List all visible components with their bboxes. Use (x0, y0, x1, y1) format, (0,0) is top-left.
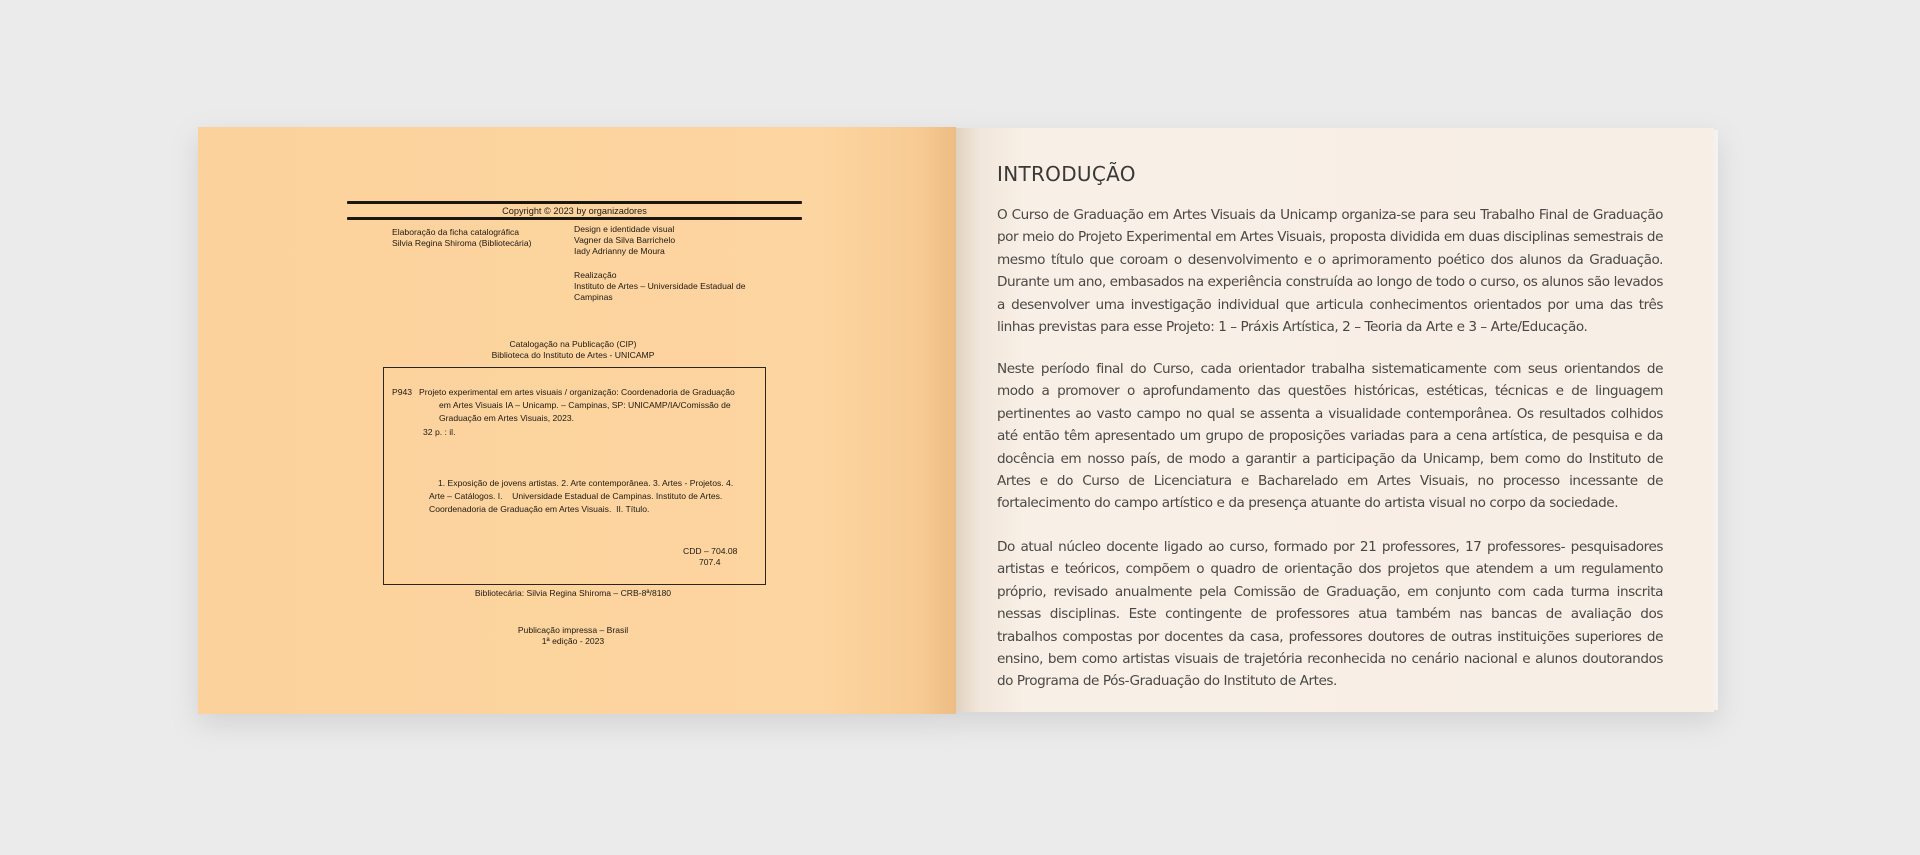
call-number: P943 (392, 387, 413, 397)
paragraph: Do atual núcleo docente ligado ao curso, formado por 21 professores, 17 professores- pesquisadores artistas e teóricos, compõem o quadro de orientação dos projetos que atendem a um regulamento próprio, revisado anualmente pela Comissão de Graduação, em conjunto com cada turma inscrita nessas disciplinas. Este contingente de professores atua também nas bancas de avaliação dos trabalhos compostas por docentes da casa, professores doutores de outras instituições superiores de ensino, bem como artistas visuais de trajetória reconhecida no cenário nacional e alunos doutorandos do Programa de Pós-Graduação do Instituto de Artes. (997, 539, 1663, 690)
realization-institution: Instituto de Artes – Universidade Estadual de (574, 281, 746, 291)
card-pages: 32 p. : il. (423, 427, 456, 437)
card-subjects-line: 1. Exposição de jovens artistas. 2. Arte contemporânea. 3. Artes - Projetos. 4. (438, 478, 734, 488)
top-rule (347, 201, 802, 204)
right-page-introduction (956, 128, 1714, 712)
card-cdd: 707.4 (699, 557, 721, 567)
open-booklet (198, 127, 1714, 714)
card-title-line: em Artes Visuais IA – Unicamp. – Campinas, SP: UNICAMP/IA/Comissão de (439, 400, 731, 410)
printed-in: Publicação impressa – Brasil (517, 625, 629, 635)
bottom-rule (347, 217, 802, 220)
design-credit-label: Design e identidade visual (574, 224, 675, 234)
card-subjects-line: Coordenadoria de Graduação em Artes Visuais. II. Título. (429, 504, 650, 514)
cataloging-credit-label: Elaboração da ficha catalográfica (392, 227, 520, 237)
card-subjects-line: Arte – Catálogos. I. Universidade Estadual de Campinas. Instituto de Artes. (429, 491, 723, 501)
left-page-colophon (198, 127, 956, 714)
cip-library: Biblioteca do Instituto de Artes - UNICAMP (491, 350, 655, 360)
realization-institution: Campinas (574, 292, 613, 302)
page-title: INTRODUÇÃO (997, 162, 1136, 186)
design-credit-name: Vagner da Silva Barrichelo (574, 235, 676, 245)
card-title-line: Projeto experimental em artes visuais / organização: Coordenadoria de Graduação (419, 387, 735, 397)
realization-label: Realização (574, 270, 617, 280)
cip-title: Catalogação na Publicação (CIP) (509, 339, 637, 349)
design-credit-name: Iady Adrianny de Moura (574, 246, 665, 256)
card-cdd: CDD – 704.08 (683, 546, 738, 556)
catalog-card (383, 367, 766, 585)
paragraph: Neste período final do Curso, cada orientador trabalha sistematicamente com seus orientandos de modo a promover o aprofundamento das questões históricas, estéticas, técnicas e de linguagem pertinentes ao vasto campo no qual se assenta a visualidade contemporânea. Os resultados colhidos até então têm apresentado um grupo de proposições variadas para a cena artística, de pesquisa e da docência em nosso país, de modo a garantir a participação da Unicamp, bem como do Instituto de Artes e do Curso de Licenciatura e Bacharelado em Artes Visuais, no processo incessante de fortalecimento do campo artístico e da presença atuante do artista visual no corpo da sociedade. (997, 361, 1663, 512)
cataloging-credit-name: Silvia Regina Shiroma (Bibliotecária) (392, 238, 532, 248)
librarian-credit: Bibliotecária: Silvia Regina Shiroma – CRB-8ª/8180 (474, 588, 672, 598)
card-title-line: Graduação em Artes Visuais, 2023. (439, 413, 575, 423)
edition: 1ª edição - 2023 (541, 636, 605, 646)
paragraph: O Curso de Graduação em Artes Visuais da Unicamp organiza-se para seu Trabalho Final de Graduação por meio do Projeto Experimental em Artes Visuais, proposta dividida em duas disciplinas semestrais de mesmo título que coroam o desenvolvimento e o aprimoramento poético dos alunos da Graduação. Durante um ano, embasados na experiência construída ao longo de todo o curso, os alunos são levados a desenvolver uma investigação individual que articula conhecimentos orientados por uma das três linhas previstas para esse Projeto: 1 – Práxis Artística, 2 – Teoria da Arte e 3 – Arte/Educação. (997, 207, 1663, 336)
copyright-line: Copyright © 2023 by organizadores (502, 206, 647, 216)
